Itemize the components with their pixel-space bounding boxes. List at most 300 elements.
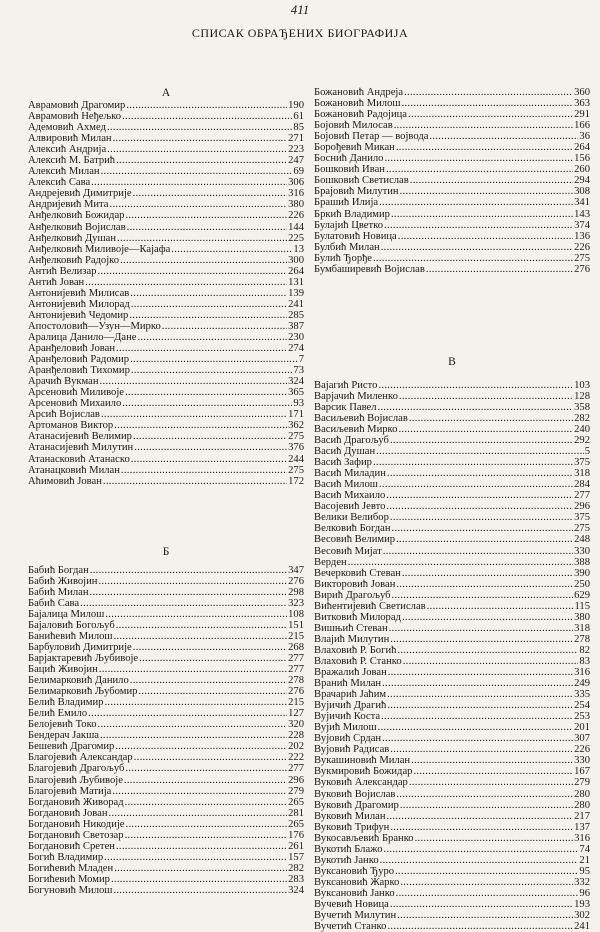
index-entry <box>28 266 304 277</box>
entry-name: Вучетић Милутин <box>314 910 397 922</box>
entry-name: Аћимовић Јован <box>28 475 102 487</box>
leader-dots <box>381 711 573 722</box>
leader-dots <box>397 910 573 921</box>
entry-name: Вечерковић Стеван <box>314 567 401 579</box>
entry-name: Викторовић Јован <box>314 578 396 590</box>
entry-page-number: 298 <box>288 586 304 598</box>
entry-name: Вуковић Драгомир <box>314 799 399 811</box>
entry-page-number: 171 <box>288 409 304 421</box>
entry-page-number: 387 <box>288 320 304 332</box>
leader-dots <box>125 210 287 221</box>
index-entry <box>314 711 590 722</box>
entry-name: Аврамовић Неђељко <box>28 111 122 123</box>
leader-dots <box>387 921 573 932</box>
entry-page-number: 306 <box>288 177 304 189</box>
entry-page-number: 330 <box>574 755 590 767</box>
entry-page-number: 7 <box>298 354 304 366</box>
entry-page-number: 292 <box>574 435 590 447</box>
leader-dots <box>133 642 287 653</box>
entry-page-number: 363 <box>574 98 590 110</box>
index-entry <box>28 719 304 730</box>
index-entry <box>28 598 304 609</box>
entry-name: Бошковић Светислав <box>314 175 409 187</box>
entry-name: Адемовић Ахмед <box>28 122 106 134</box>
index-entry <box>314 153 590 164</box>
entry-name: Вићентијевић Светислав <box>314 600 426 612</box>
entry-name: Влаховић Р. Станко <box>314 655 402 667</box>
entry-page-number: 137 <box>574 821 590 833</box>
index-entry <box>314 109 590 120</box>
index-entry <box>314 866 590 877</box>
index-entry <box>314 744 590 755</box>
leader-dots <box>107 122 292 133</box>
index-entry <box>28 708 304 719</box>
leader-dots <box>120 255 287 266</box>
index-entry <box>314 755 590 766</box>
leader-dots <box>91 177 287 188</box>
leader-dots <box>109 808 288 819</box>
index-entry <box>28 653 304 664</box>
leader-dots <box>101 409 287 420</box>
leader-dots <box>396 142 573 153</box>
leader-dots <box>379 479 573 490</box>
leader-dots <box>390 744 573 755</box>
entry-name: Бркић Владимир <box>314 208 390 220</box>
entry-name: Вуковић Александар <box>314 777 408 789</box>
index-entry <box>28 144 304 155</box>
entry-name: Белимарковић Љубомир <box>28 686 138 698</box>
entry-name: Васиљевић Мирко <box>314 423 398 435</box>
leader-dots <box>80 598 287 609</box>
index-entry <box>314 844 590 855</box>
leader-dots <box>387 700 573 711</box>
entry-page-number: 277 <box>288 664 304 676</box>
leader-dots <box>114 863 287 874</box>
index-entry <box>314 446 590 457</box>
entry-page-number: 276 <box>574 263 590 275</box>
entry-name: Антић Велизар <box>28 265 97 277</box>
entry-name: Белић Емило <box>28 708 88 720</box>
leader-dots <box>392 523 574 534</box>
leader-dots <box>101 166 293 177</box>
index-entry <box>314 877 590 888</box>
entry-name: Вујичић Драгић <box>314 700 387 712</box>
entry-page-number: 300 <box>288 254 304 266</box>
index-entry <box>28 431 304 442</box>
entry-name: Богићевић Момир <box>28 873 110 885</box>
entry-name: Витковић Милорад <box>314 611 401 623</box>
entry-name: Бендерач Јакша <box>28 730 99 742</box>
index-entry <box>28 741 304 752</box>
entry-name: Варсик Павел <box>314 401 377 413</box>
entry-page-number: 265 <box>288 818 304 830</box>
index-entry <box>314 645 590 656</box>
entry-page-number: 278 <box>574 633 590 645</box>
entry-page-number: 96 <box>579 887 590 899</box>
leader-dots <box>400 800 573 811</box>
entry-page-number: 316 <box>574 667 590 679</box>
leader-dots <box>402 98 574 109</box>
entry-name: Богићевић Младен <box>28 862 114 874</box>
leader-dots <box>98 576 287 587</box>
entry-name: Атанасковић Атанаско <box>28 453 130 465</box>
leader-dots <box>104 697 287 708</box>
entry-name: Благојевић Драгољуб <box>28 763 125 775</box>
index-entry <box>28 863 304 874</box>
leader-dots <box>399 391 573 402</box>
index-entry <box>314 777 590 788</box>
index-entry <box>28 155 304 166</box>
entry-page-number: 228 <box>288 730 304 742</box>
index-entry <box>28 664 304 675</box>
leader-dots <box>90 587 288 598</box>
index-entry <box>314 468 590 479</box>
entry-page-number: 157 <box>288 851 304 863</box>
entry-page-number: 103 <box>574 379 590 391</box>
entry-page-number: 190 <box>288 100 304 111</box>
index-entry <box>28 874 304 885</box>
entry-page-number: 202 <box>288 741 304 753</box>
leader-dots <box>398 424 573 435</box>
leader-dots <box>378 722 573 733</box>
entry-page-number: 5 <box>584 446 590 458</box>
index-entry <box>314 534 590 545</box>
entry-page-number: 318 <box>574 468 590 480</box>
entry-page-number: 374 <box>574 219 590 231</box>
entry-page-number: 93 <box>293 398 304 410</box>
entry-name: Булбић Милан <box>314 241 380 253</box>
entry-page-number: 347 <box>288 564 304 576</box>
leader-dots <box>122 398 292 409</box>
index-entry <box>28 365 304 376</box>
leader-dots <box>127 222 287 233</box>
entry-name: Вранић Милан <box>314 678 382 690</box>
entry-page-number: 226 <box>574 241 590 253</box>
entry-name: Вујовић Радисав <box>314 744 390 756</box>
entry-name: Вујић Милош <box>314 722 377 734</box>
entry-name: Верден <box>314 556 347 568</box>
leader-dots <box>373 457 573 468</box>
index-entry <box>28 752 304 763</box>
leader-dots <box>400 877 573 888</box>
leader-dots <box>384 153 573 164</box>
index-entry <box>28 277 304 288</box>
leader-dots <box>125 763 287 774</box>
leader-dots <box>125 830 288 841</box>
entry-name: Вражалић Јован <box>314 667 387 679</box>
entry-name: Вукотић Блажо <box>314 843 383 855</box>
page-number: 411 <box>290 2 310 17</box>
leader-dots <box>88 708 287 719</box>
entry-page-number: 324 <box>288 885 304 896</box>
index-entry <box>28 310 304 321</box>
entry-name: Бацић Живојин <box>28 664 98 676</box>
index-entry <box>314 164 590 175</box>
leader-dots <box>390 634 573 645</box>
entry-name: Белић Владимир <box>28 697 104 709</box>
entry-page-number: 380 <box>574 611 590 623</box>
leader-dots <box>125 387 287 398</box>
index-entry <box>28 620 304 631</box>
index-entry <box>314 380 590 391</box>
entry-page-number: 332 <box>574 876 590 888</box>
entry-name: Вучевић Новица <box>314 899 389 910</box>
entry-page-number: 318 <box>574 622 590 634</box>
index-entry <box>314 811 590 822</box>
entry-name: Вукмировић Божидар <box>314 766 413 778</box>
entry-page-number: 115 <box>574 600 590 612</box>
entry-list <box>28 565 304 896</box>
entry-name: Алексић Милан <box>28 166 100 178</box>
entry-name: Аранђеловић Тихомир <box>28 365 130 377</box>
entry-page-number: 250 <box>574 578 590 590</box>
entry-page-number: 335 <box>574 689 590 701</box>
leader-dots <box>124 775 287 786</box>
entry-name: Вуковић Милан <box>314 810 386 822</box>
index-entry <box>28 808 304 819</box>
leader-dots <box>131 299 287 310</box>
index-entry <box>314 789 590 800</box>
index-entry <box>314 131 590 142</box>
entry-name: Анђелковић Радојко <box>28 254 120 266</box>
leader-dots <box>126 100 287 111</box>
index-entry <box>314 899 590 910</box>
entry-page-number: 36 <box>579 131 590 143</box>
entry-name: Благојевић Матија <box>28 785 112 797</box>
entry-page-number: 226 <box>288 210 304 222</box>
index-entry <box>28 465 304 476</box>
index-entry <box>314 231 590 242</box>
leader-dots <box>397 645 578 656</box>
entry-page-number: 240 <box>574 423 590 435</box>
leader-dots <box>100 376 288 387</box>
index-entry <box>314 209 590 220</box>
leader-dots <box>410 175 573 186</box>
leader-dots <box>90 565 287 576</box>
entry-name: Боснић Данило <box>314 153 384 165</box>
index-entry <box>28 454 304 465</box>
leader-dots <box>134 442 287 453</box>
entry-name: Бабић Живојин <box>28 575 98 587</box>
entry-page-number: 388 <box>574 556 590 568</box>
entry-name: Богић Владимир <box>28 851 104 863</box>
index-entry <box>314 601 590 612</box>
entry-page-number: 217 <box>574 810 590 822</box>
entry-name: Васиљевић Војислав <box>314 412 408 424</box>
index-entry <box>28 210 304 221</box>
leader-dots <box>379 197 573 208</box>
index-entry <box>314 689 590 700</box>
entry-name: Аранђеловић Јован <box>28 343 115 355</box>
leader-dots <box>415 833 574 844</box>
entry-name: Анђелковић Миливоје—Кајафа <box>28 243 171 255</box>
index-entry <box>28 797 304 808</box>
entry-page-number: 275 <box>574 252 590 264</box>
entry-page-number: 341 <box>574 197 590 209</box>
leader-dots <box>427 601 574 612</box>
entry-page-number: 284 <box>574 479 590 491</box>
index-entry <box>28 885 304 896</box>
entry-name: Арсеновић Михаило <box>28 398 122 410</box>
entry-page-number: 376 <box>288 442 304 454</box>
index-entry <box>28 631 304 642</box>
entry-name: Бошковић Иван <box>314 164 385 176</box>
left-column <box>28 86 304 896</box>
entry-page-number: 247 <box>288 155 304 167</box>
index-entry <box>28 730 304 741</box>
index-entry <box>314 479 590 490</box>
entry-name: Васић Михаило <box>314 490 386 502</box>
index-entry <box>314 197 590 208</box>
index-entry <box>314 568 590 579</box>
index-entry <box>28 587 304 598</box>
entry-page-number: 61 <box>293 111 304 123</box>
leader-dots <box>373 253 573 264</box>
entry-page-number: 254 <box>574 700 590 712</box>
leader-dots <box>115 741 287 752</box>
leader-dots <box>376 446 584 457</box>
entry-page-number: 131 <box>288 276 304 288</box>
entry-page-number: 127 <box>288 708 304 720</box>
leader-dots <box>113 133 288 144</box>
entry-page-number: 264 <box>574 142 590 154</box>
index-entry <box>28 841 304 852</box>
entry-name: Васић Драгољуб <box>314 435 389 447</box>
entry-name: Вирић Драгољуб <box>314 589 391 601</box>
entry-page-number: 302 <box>574 910 590 922</box>
index-entry <box>28 786 304 797</box>
entry-page-number: 128 <box>574 390 590 402</box>
entry-page-number: 277 <box>574 490 590 502</box>
section-letter: В <box>448 355 456 368</box>
entry-name: Андрејевић Димитрије <box>28 188 132 200</box>
index-entry <box>314 634 590 645</box>
entry-page-number: 362 <box>288 420 304 432</box>
index-entry <box>28 166 304 177</box>
entry-name: Велики Велибор <box>314 512 389 524</box>
entry-page-number: 167 <box>574 766 590 778</box>
entry-page-number: 108 <box>288 608 304 620</box>
entry-name: Вујовић Срдан <box>314 733 382 745</box>
entry-name: Вуксановић Жарко <box>314 876 400 888</box>
entry-page-number: 166 <box>574 120 590 132</box>
index-entry <box>314 391 590 402</box>
entry-name: Весовић Мијат <box>314 545 382 557</box>
index-entry <box>28 697 304 708</box>
index-entry <box>28 199 304 210</box>
entry-page-number: 277 <box>288 763 304 775</box>
index-entry <box>28 299 304 310</box>
entry-name: Анђелковић Душан <box>28 232 116 244</box>
entry-name: Вукотић Јанко <box>314 854 379 866</box>
entry-page-number: 144 <box>288 221 304 233</box>
leader-dots <box>138 686 287 697</box>
entry-name: Апостоловић—Узун—Мирко <box>28 320 161 332</box>
leader-dots <box>392 590 574 601</box>
entry-name: Белојевић Токо <box>28 719 97 731</box>
index-entry <box>28 775 304 786</box>
leader-dots <box>426 264 573 275</box>
index-entry <box>314 855 590 866</box>
leader-dots <box>378 402 574 413</box>
entry-page-number: 21 <box>579 854 590 866</box>
leader-dots <box>103 476 287 487</box>
leader-dots <box>85 277 287 288</box>
entry-name: Алексић Сава <box>28 177 91 189</box>
entry-name: Весовић Велимир <box>314 534 396 546</box>
entry-page-number: 320 <box>288 719 304 731</box>
leader-dots <box>131 454 287 465</box>
leader-dots <box>130 675 287 686</box>
entry-page-number: 248 <box>574 534 590 546</box>
leader-dots <box>389 623 573 634</box>
leader-dots <box>130 288 287 299</box>
section-a <box>28 86 304 487</box>
index-entry <box>28 321 304 332</box>
leader-dots <box>390 512 573 523</box>
leader-dots <box>390 822 573 833</box>
entry-name: Аврамовић Драгомир <box>28 100 126 111</box>
leader-dots <box>116 343 287 354</box>
leader-dots <box>382 678 573 689</box>
entry-page-number: 296 <box>574 501 590 513</box>
entry-name: Брашић Илија <box>314 197 379 209</box>
entry-page-number: 277 <box>288 653 304 665</box>
entry-name: Булајић Цветко <box>314 219 384 231</box>
entry-page-number: 73 <box>293 365 304 377</box>
leader-dots <box>394 120 573 131</box>
index-entry <box>314 253 590 264</box>
index-entry <box>28 830 304 841</box>
leader-dots <box>402 568 573 579</box>
entry-page-number: 244 <box>288 453 304 465</box>
entry-page-number: 143 <box>574 208 590 220</box>
entry-name: Атанасијевић Велимир <box>28 431 132 443</box>
entry-name: Арсић Војислав <box>28 409 100 421</box>
entry-name: Благојевић Љубивоје <box>28 774 123 786</box>
entry-name: Анђелковић Војислав <box>28 221 126 233</box>
index-entry <box>314 800 590 811</box>
entry-name: Барбуловић Димитрије <box>28 641 132 653</box>
entry-page-number: 365 <box>288 387 304 399</box>
entry-page-number: 375 <box>574 457 590 469</box>
entry-page-number: 215 <box>288 630 304 642</box>
leader-dots <box>388 667 573 678</box>
leader-dots <box>348 557 573 568</box>
leader-dots <box>396 579 573 590</box>
entry-page-number: 275 <box>574 523 590 535</box>
leader-dots <box>130 354 298 365</box>
entry-page-number: 307 <box>574 733 590 745</box>
leader-dots <box>408 109 573 120</box>
leader-dots <box>121 465 287 476</box>
leader-dots <box>384 220 573 231</box>
entry-name: Вукашиновић Милан <box>314 755 411 767</box>
entry-name: Антонијевић Милисав <box>28 287 130 299</box>
leader-dots <box>396 534 573 545</box>
entry-name: Вучетић Станко <box>314 921 387 932</box>
entry-page-number: 241 <box>288 298 304 310</box>
entry-page-number: 265 <box>288 796 304 808</box>
right-column <box>314 87 590 932</box>
leader-dots <box>131 365 293 376</box>
entry-name: Васић Миладин <box>314 468 386 480</box>
index-entry <box>314 424 590 435</box>
index-entry <box>314 402 590 413</box>
entry-name: Бумбаширевић Војислав <box>314 263 425 275</box>
entry-page-number: 223 <box>288 144 304 156</box>
leader-dots <box>382 733 573 744</box>
